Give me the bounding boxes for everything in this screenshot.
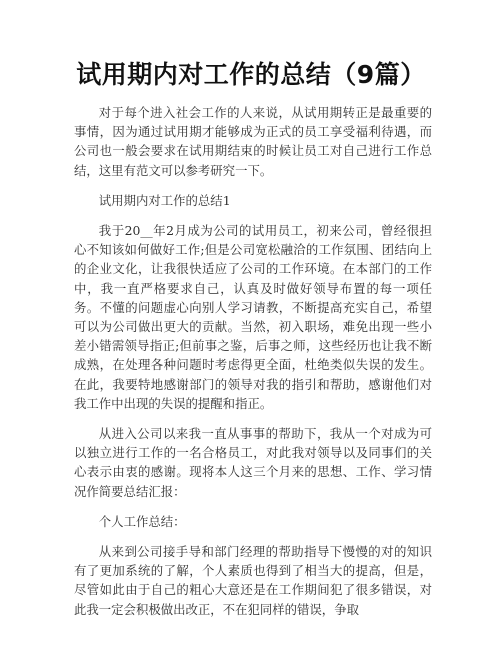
body-paragraph: 从进入公司以来我一直从事事的帮助下，我从一个对成为可以独立进行工作的一名合格员工，对此我对领导以及同事们的关心表示由衷的感谢。现将本人这三个月来的思想、工作、学习情况作简要总结汇报： <box>74 426 432 499</box>
document-body <box>74 103 432 629</box>
section-heading: 试用期内对工作的总结1 <box>98 192 231 208</box>
intro-paragraph: 对于每个进入社会工作的人来说，从试用期转正是最重要的事情，因为通过试用期才能够成为正式的员工享受福利待遇，而公司也一般会要求在试用期结束的时候让员工对自己进行工作总结，这里有范文可以参考研究一下。 <box>74 105 432 178</box>
body-paragraph: 我于20__年2月成为公司的试用员工，初来公司，曾经很担心不知该如何做好工作;但是公司宽松融洽的工作氛围、团结向上的企业文化，让我很快适应了公司的工作环境。在本部门的工作中，我一直严格要求自己，认真及时做好领导布置的每一项任务。不懂的问题虚心向别人学习请教，不断提高充实自己，希望可以为公司做出更大的贡献。当然，初入职场，难免出现一些小差小错需领导指正;但前事之鉴，后事之师，这些经历也让我不断成熟，在处理各种问题时考虑得更全面，杜绝类似失误的发生。在此，我要特地感谢部门的领导对我的指引和帮助，感谢他们对我工作中出现的失误的提醒和指正。 <box>74 223 432 411</box>
section-heading: 个人工作总结： <box>98 513 186 529</box>
document-title: 试用期内对工作的总结（9篇） <box>76 60 426 89</box>
body-paragraph: 从来到公司接手导和部门经理的帮助指导下慢慢的对的知识有了更加系统的了解，个人素质也得到了相当大的提高，但是，尽管如此由于自己的粗心大意还是在工作期间犯了很多错误，对此我一定会积极做出改正，不在犯同样的错误，争取 <box>74 544 432 617</box>
